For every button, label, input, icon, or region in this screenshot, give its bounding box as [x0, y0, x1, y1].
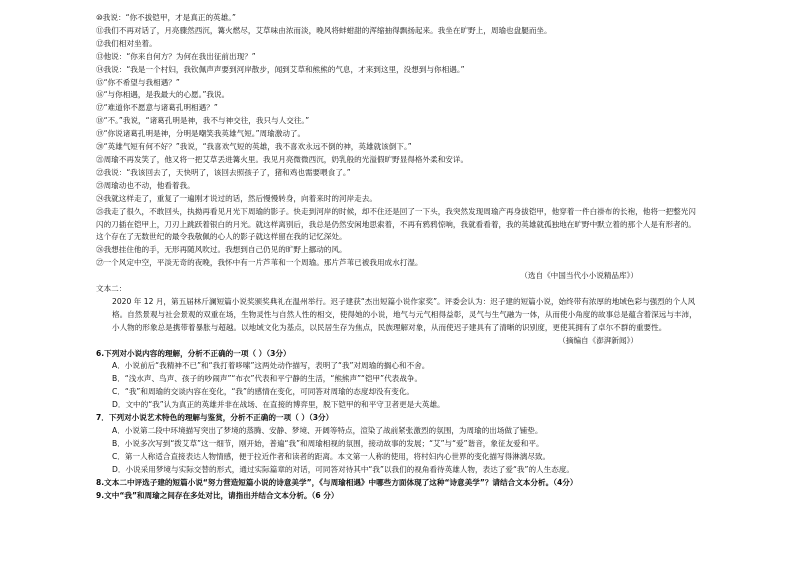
passage-paragraph: ⑰“难道你不愿意与诸葛孔明相遇？” — [96, 103, 218, 113]
passage-paragraph: ㉖我想挂住他的手，无形再随风吹过。我想到自己仍见的旷野上挪动的风。 — [96, 245, 347, 255]
question-option: B．小说多次写到“拨艾草”这一细节，刚开始，普遍“我”和周瑜相视的氛围，接动故事的发展；“艾”与“爱”谐音，象征友爱和平。 — [112, 438, 544, 448]
question-option: A．小说前后“我精神不已”和“我打着哆嗦”这两处动作描写，表明了“我”对周瑜的搁心和不舍。 — [112, 361, 430, 371]
questions-block — [96, 348, 698, 503]
question-option: D．小说采用梦境与实际交替的形式，通过实际篇章的对话，可同答对待其中“我”以我们的视角看待英雄人物，表达了爱“我”的人生态度。 — [112, 464, 575, 474]
passage-text1 — [96, 12, 698, 270]
passage-paragraph: ⑫我们相对坐着。 — [96, 38, 157, 48]
passage-paragraph: ⑱“不。”我说，“诸葛孔明是神，我不与神交往，我只与人交往。” — [96, 116, 310, 126]
question-option: C．“我”和周瑜的交谈内容在变化，“我”的感情在变化，可同答对周瑜的态度却没有变化。 — [112, 387, 415, 397]
text2-label: 文本二： — [96, 284, 127, 294]
question-stem: 9.文中“我”和周瑜之间存在多处对比，请指出并结合文本分析。（6 分） — [96, 490, 339, 500]
question-stem: 6.下列对小说内容的理解，分析不正确的一项（ ）（3分） — [96, 348, 291, 358]
question-option: D．文中的“我”认为真正的英雄并非在战场、在直接的博弈里，脱下铠甲的和平守卫者更是大英雄。 — [112, 400, 445, 410]
passage-paragraph: ⑳“英雄气短有何不好？”我说，“我喜欢气短的英雄，我不喜欢永远不倒的神，英雄就该倒下。” — [96, 142, 412, 152]
question-option: C．第一人称适合直接表达人物情感，便于拉近作者和读者的距离。本文第一人称的使用，将村妇内心世界的变化描写得淋漓尽致。 — [112, 451, 551, 461]
passage-paragraph: ⑭我说：“我是一个村妇，我钦佩声声要到河岸散步，闻到艾草和熊熊的气息，才来到这里，没想到与你相遇。” — [96, 64, 465, 74]
question-stem: 7．下列对小说艺术特色的理解与鉴赏，分析不正确的一项（ ）（3分） — [96, 413, 334, 423]
source-citation-1: （选自《中国当代小小说精品库》） — [520, 271, 638, 281]
passage-paragraph: ㉑周瑜不再发笑了，他又将一把艾草丢进篝火里。我见月亮微微西沉，奶乳般的光溢假旷野显得格外柔和安详。 — [96, 154, 469, 164]
passage-paragraph: ㉗一个风定中空，平淡无奇的夜晚，我怀中有一片芦苇和一个周瑜。那片芦苇已被我用成水打湿。 — [96, 258, 423, 268]
passage-paragraph: ㉒我说：“我该回去了，天快明了，该回去照孩子了，猪和鸡也需要喂食了。” — [96, 167, 351, 177]
passage-paragraph: ㉓周瑜动也不动，他看着我。 — [96, 180, 195, 190]
passage-paragraph: ⑬他说：“你来自何方？为何在我出征前出现？” — [96, 51, 256, 61]
question-option: A．小说第二段中环境描写突出了梦境的蒸腾、安静、梦境、开阔等特点，渲染了战前紧张激烈的氛围，为周瑜的出场做了铺垫。 — [112, 426, 543, 435]
passage-paragraph: ㉕我走了很久，不敢回头，执拗再看见月光下周瑜的影子。快走到河岸的时候，却不住还是回了一下头，我突然发现周瑜产再身拔铠甲，他穿着一件白褂布的长袍，他将一把整光闪闪的刀插在铠甲上，刀刃上跳跃着银白的月光。就这样离别后，我总是仍然安闲地思索着，不再有鸦鸦惊响，我就看看着，我的英雄就孤独地在旷野中默立着的那个人是有形者的。这个存在了无数世纪的最令我敬佩的心人的影子就这样留在我的记忆深处。 — [96, 206, 696, 242]
passage-paragraph: ⑯“与你相遇，是我最大的心愿。”我说。 — [96, 90, 230, 100]
question-stem: 8.文本二中评选子建的短篇小说“努力营造短篇小说的诗意美学”，《与周瑜相遇》中哪些方面体现了这种“诗意美学”？请结合文本分析。（4分） — [96, 477, 578, 487]
passage-paragraph: ⑮“你不希望与我相遇？” — [96, 77, 180, 87]
passage-paragraph: ⑩我说：“你不拔铠甲，才是真正的英雄。” — [96, 13, 236, 22]
passage-paragraph: ⑲“你说诸葛孔明是神，分明是嘲笑我英雄气短。”周瑜激动了。 — [96, 129, 306, 139]
passage-paragraph: ⑪我们不再对话了，月亮骤然西沉，篝火燃尽，艾草味由浓而淡，晚风将蚌蚶甜的浑缩抽得飘扬起来。我坐在旷野上，周瑜也盘腿而坐。 — [96, 25, 552, 35]
source-citation-2: （摘编自《澎湃新闻》） — [558, 335, 638, 345]
text2-paragraph: 2020 年 12 月，第五届林斤澜短篇小说奖颁奖典礼在温州举行。迟子建获“杰出短篇小说作家奖”。评委会认为：迟子建的短篇小说，始终带有浓厚的地域色彩与强烈的个人风格。自然景观与社会景观的双重在场，生物灵性与自然人性的相交，使得她的小说，地气与元气相得益彰，灵气与生气融为一体，从而使小角度的故事总是蕴含着深远与丰沛，小人物的形象总是携带着暴胀与超越。以地域文化为基点，以民居生存为焦点，民族理解对象，从而使迟子建具有了清晰的识别度，更使其拥有了卓尔不群的重要性。 — [112, 296, 697, 332]
question-option: B．“浅水声、鸟声、孩子的吵闹声”“布衣”代表和平宁静的生活，“熊熊声”“铠甲”代表战争。 — [112, 374, 423, 384]
passage-paragraph: ㉔我就这样走了，重复了一遍刚才说过的话，然后慢慢转身，向着来时的河岸走去。 — [96, 193, 377, 203]
